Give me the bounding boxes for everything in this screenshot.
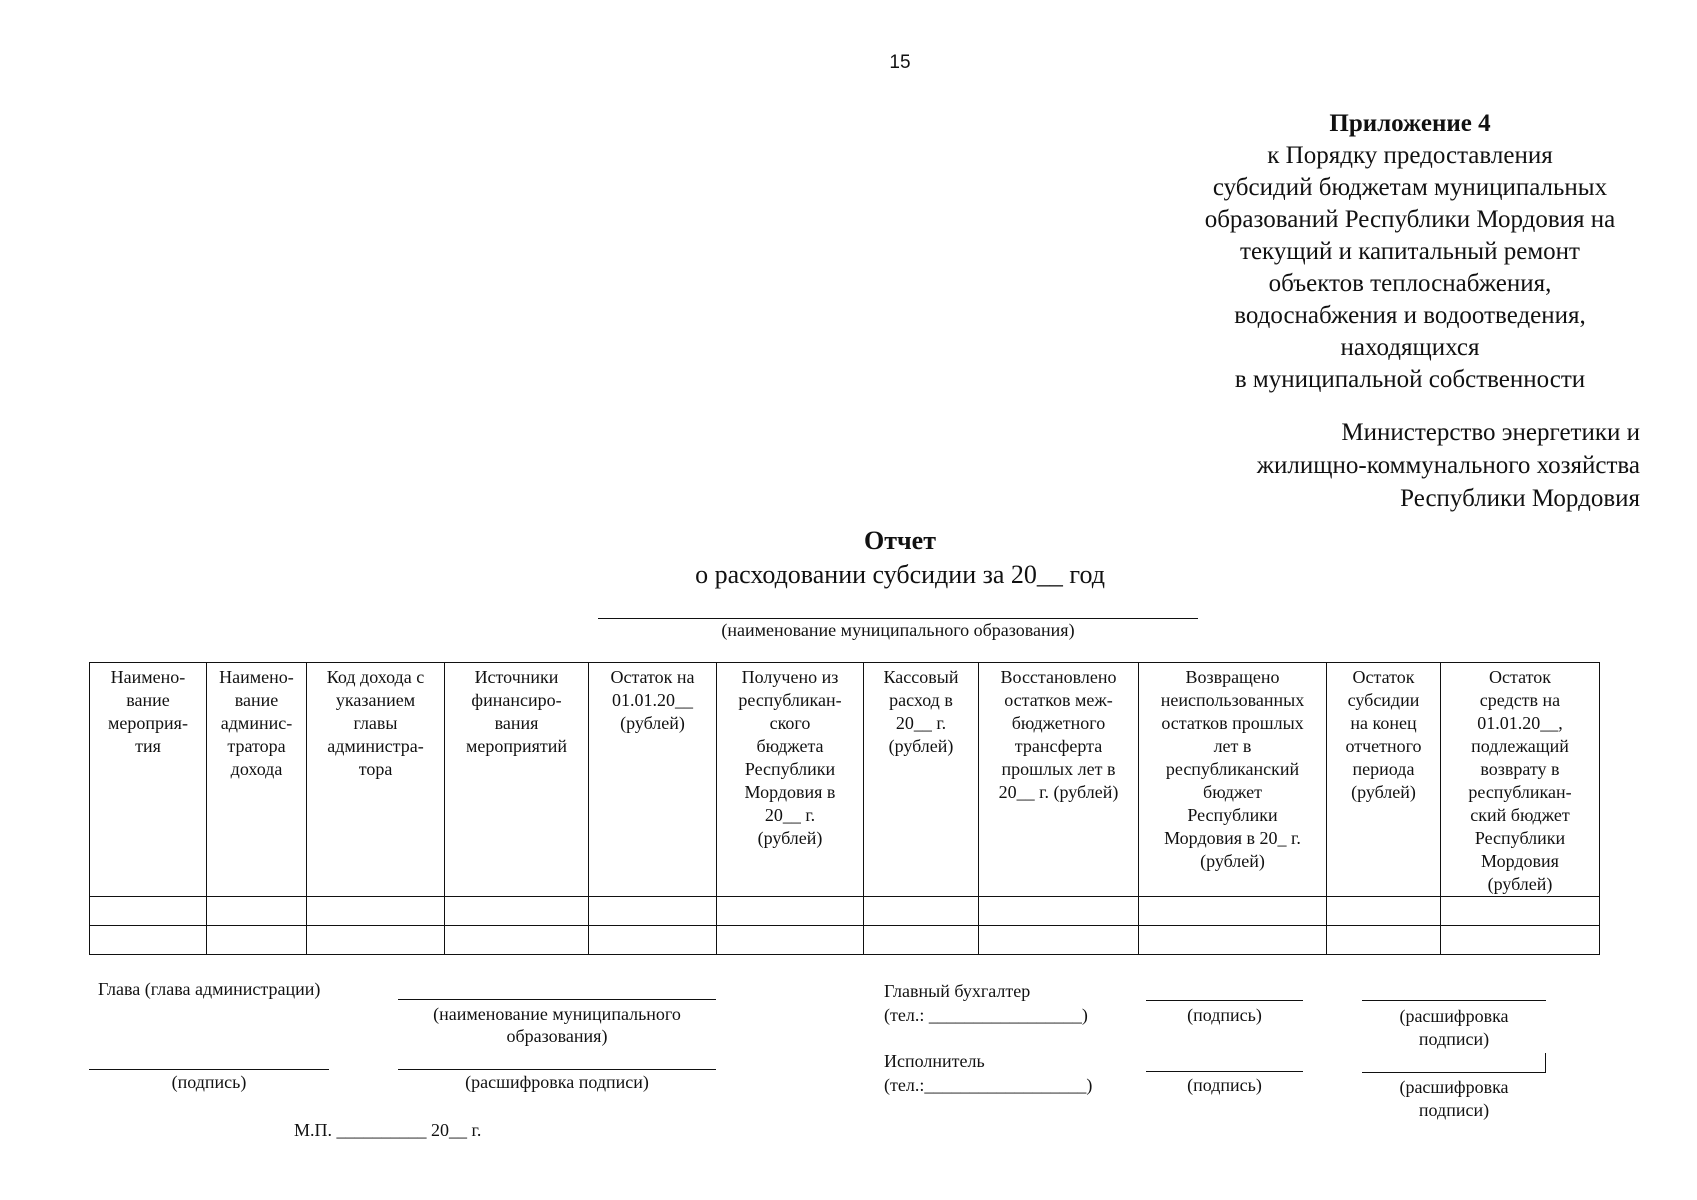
head-transcript-caption: (расшифровка подписи) [465, 1072, 649, 1092]
column-header-line: Мордовия в 20_ г. [1164, 828, 1301, 848]
table-cell[interactable] [1327, 897, 1441, 926]
column-header-line: лет в [1213, 736, 1252, 756]
executor-transcript-line [1362, 1072, 1546, 1073]
column-header-line: указанием [335, 690, 416, 710]
head-signature-caption: (подпись) [171, 1072, 247, 1092]
appendix-line: субсидий бюджетам муниципальных [1212, 174, 1608, 201]
column-header-line: мероприятий [465, 736, 568, 756]
appendix-line: объектов теплоснабжения, [1268, 270, 1552, 297]
appendix-line: в муниципальной собственности [1234, 366, 1586, 393]
column-header-line: админис- [220, 713, 293, 733]
column-header [90, 663, 207, 897]
column-header-line: вание [126, 690, 170, 710]
column-header-line: остатков меж- [1004, 690, 1113, 710]
column-header-line: Наимено- [110, 667, 186, 687]
table-cell[interactable] [207, 926, 307, 955]
page-number: 15 [889, 52, 911, 73]
table-cell[interactable] [864, 926, 979, 955]
column-header-line: тора [358, 759, 393, 779]
report-table [89, 662, 1600, 955]
column-header [979, 663, 1139, 897]
table-cell[interactable] [979, 897, 1139, 926]
executor-transcript-caption-1: (расшифровка [1399, 1077, 1509, 1097]
table-cell[interactable] [717, 926, 864, 955]
report-subtitle: о расходовании субсидии за 20__ год [695, 560, 1105, 589]
column-header-line: периода [1352, 759, 1415, 779]
column-header-line: возврату в [1480, 759, 1560, 779]
table-cell[interactable] [979, 926, 1139, 955]
executor-transcript-tick [1545, 1053, 1546, 1073]
accountant-transcript-caption-1: (расшифровка [1399, 1006, 1509, 1026]
column-header-line: 20__ г. [895, 713, 947, 733]
column-header-line: Источники [474, 667, 559, 687]
table-cell[interactable] [589, 897, 717, 926]
appendix-line: находящихся [1340, 334, 1480, 361]
column-header-line: бюджета [756, 736, 824, 756]
table-cell[interactable] [445, 897, 589, 926]
table-cell[interactable] [1441, 897, 1600, 926]
column-header-line: 01.01.20__, [1477, 713, 1563, 733]
column-header [717, 663, 864, 897]
column-header-line: Республики [1474, 828, 1566, 848]
executor-signature-caption: (подпись) [1187, 1075, 1262, 1095]
column-header [207, 663, 307, 897]
column-header-line: Мордовия в [744, 782, 836, 802]
table-cell[interactable] [1327, 926, 1441, 955]
report-title: Отчет [864, 526, 936, 555]
column-header [864, 663, 979, 897]
column-header-line: (рублей) [757, 828, 823, 848]
appendix-line: текущий и капитальный ремонт [1240, 238, 1580, 265]
table-cell[interactable] [307, 897, 445, 926]
table-cell[interactable] [1139, 897, 1327, 926]
table-row [90, 897, 1600, 926]
column-header-line: Код дохода с [326, 667, 425, 687]
column-header-line: тия [135, 736, 161, 756]
accountant-signature-line [1146, 1000, 1303, 1001]
column-header-line: Возвращено [1185, 667, 1280, 687]
column-header-line: республиканский [1165, 759, 1300, 779]
column-header-line: главы [353, 713, 398, 733]
executor-phone: (тел.:__________________) [884, 1075, 1093, 1095]
ministry-line: Республики Мордовия [1400, 485, 1640, 512]
table-cell[interactable] [717, 897, 864, 926]
table-header-row [90, 663, 1600, 897]
table-cell[interactable] [445, 926, 589, 955]
column-header-line: Получено из [741, 667, 839, 687]
ministry-line: жилищно-коммунального хозяйства [1256, 452, 1640, 479]
ministry-block [1180, 416, 1640, 515]
column-header-line: остатков прошлых [1161, 713, 1304, 733]
column-header-line: расход в [889, 690, 953, 710]
column-header [1139, 663, 1327, 897]
column-header [589, 663, 717, 897]
head-label: Глава (глава администрации) [98, 979, 321, 999]
column-header-line: Республики [1187, 805, 1278, 825]
column-header-line: подлежащий [1471, 736, 1569, 756]
column-header-line: Республики [744, 759, 836, 779]
table-cell[interactable] [90, 897, 207, 926]
column-header-line: вания [494, 713, 539, 733]
column-header-line: субсидии [1347, 690, 1420, 710]
table-cell[interactable] [589, 926, 717, 955]
ministry-line: Министерство энергетики и [1341, 419, 1640, 446]
column-header-line: Остаток [1352, 667, 1415, 687]
column-header-line: бюджет [1203, 782, 1262, 802]
column-header-line: 01.01.20__ [612, 690, 693, 710]
column-header-line: трансферта [1014, 736, 1103, 756]
column-header-line: Мордовия [1481, 851, 1559, 871]
column-header-line: (рублей) [1351, 782, 1416, 802]
appendix-line: к Порядку предоставления [1267, 142, 1553, 169]
column-header-line: 20__ г. [764, 805, 816, 825]
column-header-line: дохода [230, 759, 283, 779]
accountant-signature-caption: (подпись) [1187, 1005, 1262, 1025]
executor-transcript-caption-2: подписи) [1418, 1100, 1490, 1120]
column-header-line: Восстановлено [1000, 667, 1117, 687]
column-header-line: 20__ г. (рублей) [998, 782, 1119, 802]
column-header-line: Остаток на [610, 667, 695, 687]
appendix-block [1150, 108, 1670, 396]
head-signature-line [89, 1069, 329, 1070]
municipality-caption-2: образования) [506, 1026, 608, 1046]
municipality-caption-1: (наименование муниципального [433, 1004, 681, 1024]
table-row [90, 926, 1600, 955]
table-cell[interactable] [1139, 926, 1327, 955]
column-header [1441, 663, 1600, 897]
table-cell[interactable] [864, 897, 979, 926]
column-header-line: мероприя- [108, 713, 188, 733]
column-header-line: (рублей) [1487, 874, 1553, 894]
column-header-line: вание [234, 690, 279, 710]
column-header-line: ский бюджет [1470, 805, 1570, 825]
municipality-fill-line [598, 618, 1198, 619]
column-header-line: (рублей) [888, 736, 954, 756]
column-header [1327, 663, 1441, 897]
column-header-line: прошлых лет в [1001, 759, 1116, 779]
column-header-line: (рублей) [620, 713, 685, 733]
column-header-line: Наимено- [219, 667, 294, 687]
executor-label: Исполнитель [884, 1051, 985, 1071]
accountant-transcript-line [1362, 1000, 1546, 1001]
column-header [307, 663, 445, 897]
chief-accountant-phone: (тел.: _________________) [884, 1005, 1088, 1025]
column-header-line: тратора [227, 736, 286, 756]
table-cell[interactable] [307, 926, 445, 955]
column-header-line: администра- [327, 736, 424, 756]
column-header-line: средств на [1479, 690, 1561, 710]
table-cell[interactable] [207, 897, 307, 926]
appendix-line: образований Республики Мордовия на [1204, 206, 1616, 233]
table-cell[interactable] [90, 926, 207, 955]
municipality-signature-line [398, 999, 716, 1000]
head-transcript-line [398, 1069, 716, 1070]
column-header-line: (рублей) [1200, 851, 1265, 871]
column-header-line: республикан- [738, 690, 842, 710]
column-header-line: Остаток [1489, 667, 1551, 687]
municipality-caption: (наименование муниципального образования) [721, 620, 1075, 640]
chief-accountant-label: Главный бухгалтер [884, 981, 1031, 1001]
table-body [90, 897, 1600, 955]
column-header-line: республикан- [1468, 782, 1572, 802]
column-header-line: финансиро- [471, 690, 562, 710]
accountant-transcript-caption-2: подписи) [1418, 1029, 1490, 1049]
column-header-line: бюджетного [1011, 713, 1106, 733]
column-header-line: на конец [1350, 713, 1417, 733]
stamp-date: М.П. __________ 20__ г. [294, 1120, 482, 1140]
table-cell[interactable] [1441, 926, 1600, 955]
column-header-line: отчетного [1345, 736, 1422, 756]
appendix-title: Приложение 4 [1329, 110, 1491, 137]
column-header-line: неиспользованных [1160, 690, 1305, 710]
column-header-line: Кассовый [883, 667, 959, 687]
column-header-line: ского [769, 713, 811, 733]
appendix-line: водоснабжения и водоотведения, [1234, 302, 1586, 329]
executor-signature-line [1146, 1071, 1303, 1072]
column-header [445, 663, 589, 897]
